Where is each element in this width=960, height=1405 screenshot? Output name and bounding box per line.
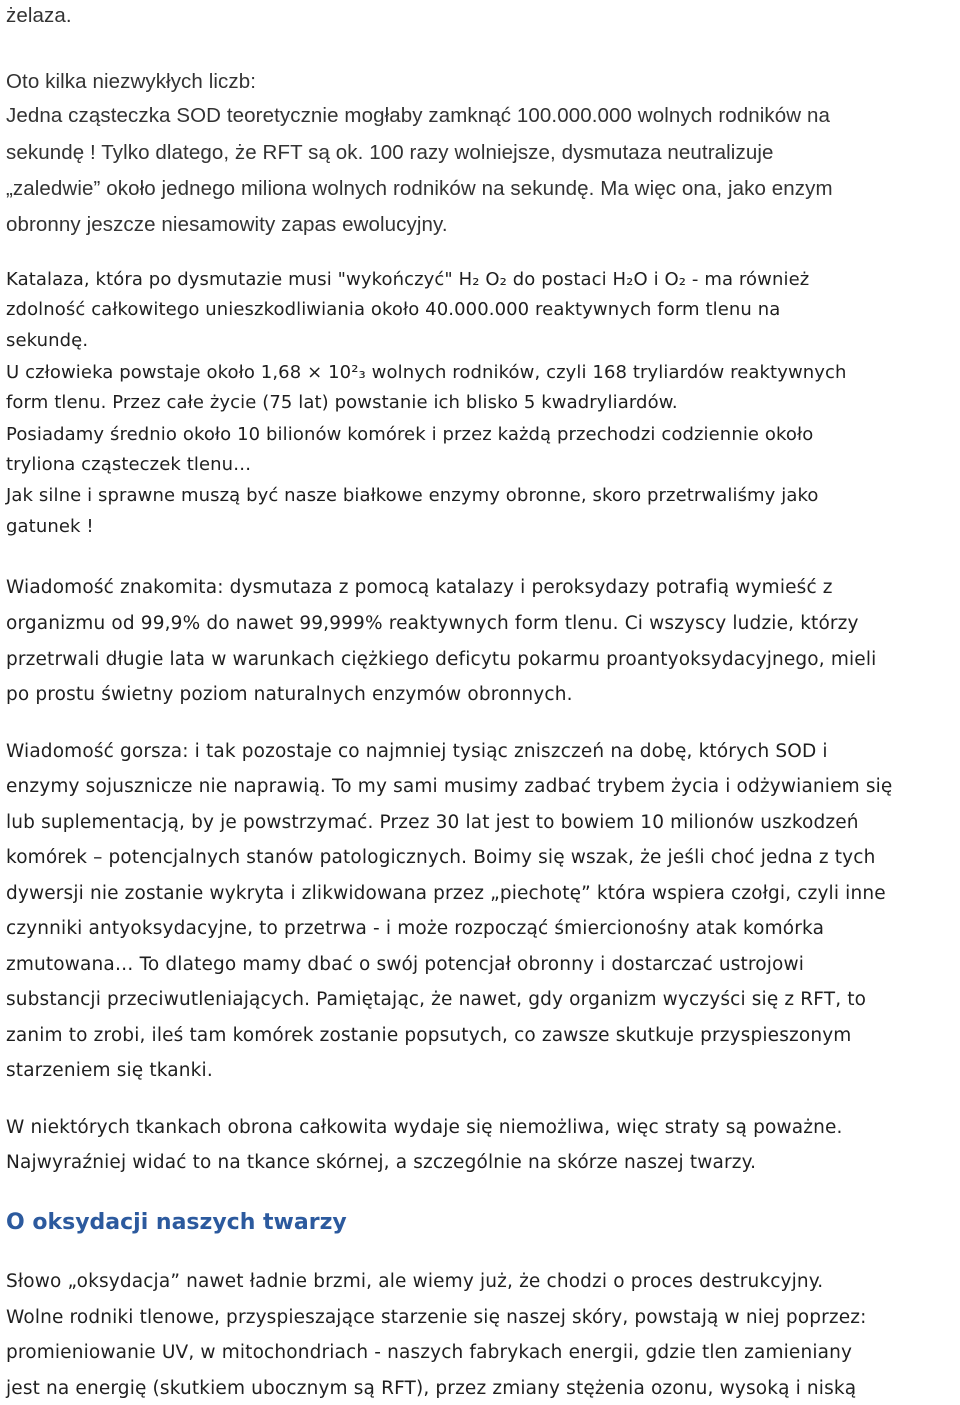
text-line: lub suplementacją, by je powstrzymać. Przez 30 lat jest to bowiem 10 milionów uszkodzeń <box>6 812 859 833</box>
text-line: jest na energię (skutkiem ubocznym są RFT), przez zmiany stężenia ozonu, wysoką i niską <box>6 1378 857 1399</box>
section-heading: O oksydacji naszych twarzy <box>6 1210 347 1235</box>
text-line: W niektórych tkankach obrona całkowita wydaje się niemożliwa, więc straty są poważne. <box>6 1117 843 1138</box>
text-line: przetrwali długie lata w warunkach ciężkiego deficytu pokarmu proantyoksydacyjnego, mieli <box>6 649 877 670</box>
text-line: substancji przeciwutleniających. Pamiętając, że nawet, gdy organizm wyczyści się z RFT, to <box>6 989 867 1010</box>
text-line: żelaza. <box>6 4 72 27</box>
text-line: Jak silne i sprawne muszą być nasze białkowe enzymy obronne, skoro przetrwaliśmy jako <box>6 485 819 506</box>
text-line: promieniowanie UV, w mitochondriach - naszych fabrykach energii, gdzie tlen zamieniany <box>6 1342 853 1363</box>
text-line: Wiadomość gorsza: i tak pozostaje co najmniej tysiąc zniszczeń na dobę, których SOD i <box>6 741 828 762</box>
text-line: Wiadomość znakomita: dysmutaza z pomocą katalazy i peroksydazy potrafią wymieść z <box>6 577 833 598</box>
text-line: obronny jeszcze niesamowity zapas ewolucyjny. <box>6 213 448 236</box>
text-line: po prostu świetny poziom naturalnych enzymów obronnych. <box>6 684 573 705</box>
text-line: form tlenu. Przez całe życie (75 lat) powstanie ich blisko 5 kwadryliardów. <box>6 392 678 413</box>
text-line: Oto kilka niezwykłych liczb: <box>6 70 257 93</box>
text-line: zanim to zrobi, ileś tam komórek zostanie popsutych, co zawsze skutkuje przyspieszonym <box>6 1025 852 1046</box>
text-line: organizmu od 99,9% do nawet 99,999% reaktywnych form tlenu. Ci wszyscy ludzie, którzy <box>6 613 859 634</box>
text-line: Posiadamy średnio około 10 bilionów komórek i przez każdą przechodzi codziennie około <box>6 424 814 445</box>
text-line: enzymy sojusznicze nie naprawią. To my sami musimy zadbać trybem życia i odżywianiem się <box>6 776 893 797</box>
text-line: dywersji nie zostanie wykryta i zlikwidowana przez „piechotę” która wspiera czołgi, czyli inne <box>6 883 886 904</box>
text-line: Najwyraźniej widać to na tkance skórnej, a szczególnie na skórze naszej twarzy. <box>6 1152 757 1173</box>
text-line: zdolność całkowitego unieszkodliwiania około 40.000.000 reaktywnych form tlenu na <box>6 299 781 320</box>
text-line: sekundę ! Tylko dlatego, że RFT są ok. 100 razy wolniejsze, dysmutaza neutralizuje <box>6 141 774 164</box>
text-line: Katalaza, która po dysmutazie musi "wykończyć" H₂ O₂ do postaci H₂O i O₂ - ma również <box>6 269 810 290</box>
text-line: Jedna cząsteczka SOD teoretycznie mogłaby zamknąć 100.000.000 wolnych rodników na <box>6 104 830 127</box>
text-line: Wolne rodniki tlenowe, przyspieszające starzenie się naszej skóry, powstają w niej poprzez: <box>6 1307 867 1328</box>
text-line: zmutowana… To dlatego mamy dbać o swój potencjał obronny i dostarczać ustrojowi <box>6 954 805 975</box>
text-line: sekundę. <box>6 330 89 351</box>
text-line: Słowo „oksydacja” nawet ładnie brzmi, ale wiemy już, że chodzi o proces destrukcyjny. <box>6 1271 824 1292</box>
text-line: „zaledwie” około jednego miliona wolnych rodników na sekundę. Ma więc ona, jako enzym <box>6 177 833 200</box>
text-line: gatunek ! <box>6 516 94 537</box>
text-line: czynniki antyoksydacyjne, to przetrwa - i może rozpocząć śmiercionośny atak komórka <box>6 918 825 939</box>
text-line: tryliona cząsteczek tlenu… <box>6 454 252 475</box>
text-line: starzeniem się tkanki. <box>6 1060 213 1081</box>
text-line: komórek – potencjalnych stanów patologicznych. Boimy się wszak, że jeśli choć jedna z tych <box>6 847 876 868</box>
text-line: U człowieka powstaje około 1,68 × 10²₃ wolnych rodników, czyli 168 tryliardów reaktywnych <box>6 362 847 383</box>
